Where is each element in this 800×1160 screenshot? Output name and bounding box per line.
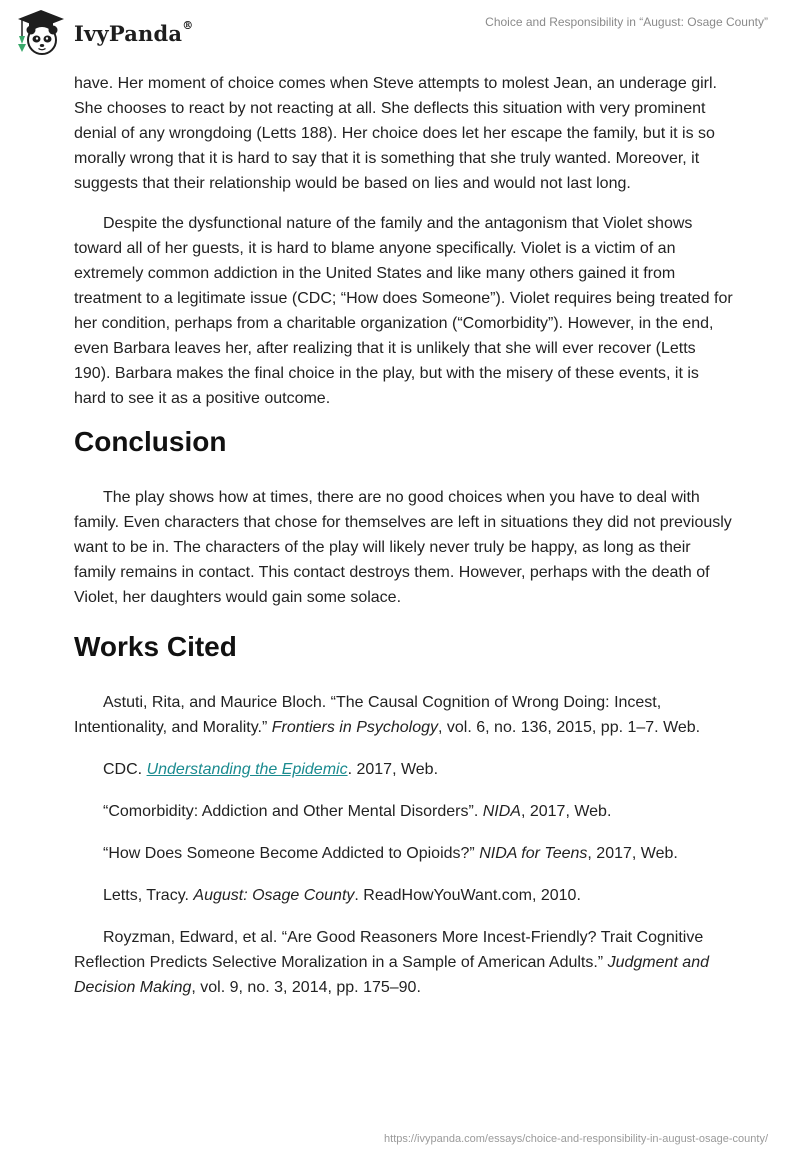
panda-graduate-icon — [14, 8, 68, 58]
conclusion-heading: Conclusion — [74, 426, 227, 457]
citation-cdc: CDC. Understanding the Epidemic. 2017, Web. — [103, 761, 439, 778]
citation-comorbidity: “Comorbidity: Addiction and Other Mental Disorders”. NIDA, 2017, Web. — [103, 803, 612, 820]
citation-royzman: Royzman, Edward, et al. “Are Good Reasoners More Incest-Friendly? Trait Cognitive Reflection Predicts Selective Moralization in a Sample of American Adults.” Judgment and Decision Making, vol. 9, no. 3, 2014, pp. 175–90. — [74, 929, 709, 996]
citation-opioids: “How Does Someone Become Addicted to Opioids?” NIDA for Teens, 2017, Web. — [103, 845, 678, 862]
ivypanda-logo[interactable] — [14, 8, 214, 58]
conclusion-paragraph: The play shows how at times, there are no good choices when you have to deal with family. Even characters that chose for themselves are left in situations they did not previously want to be in. The characters of the play will likely never truly be happy, as long as their family remains in contact. This contact destroys them. However, perhaps with the death of Violet, her daughters would gain some solace. — [74, 489, 732, 606]
citation-letts: Letts, Tracy. August: Osage County. ReadHowYouWant.com, 2010. — [103, 887, 581, 904]
logo-text: IvyPanda® — [74, 18, 194, 46]
document-title: Choice and Responsibility in “August: Osage County” — [485, 15, 768, 29]
citation-cdc-link[interactable]: Understanding the Epidemic — [146, 761, 348, 778]
works-cited-heading: Works Cited — [74, 631, 237, 662]
paragraph-1: have. Her moment of choice comes when Steve attempts to molest Jean, an underage girl. She chooses to react by not reacting at all. She deflects this situation with very prominent denial of any wrongdoing (Letts 188). Her choice does let her escape the family, but it is so morally wrong that it is hard to say that it is something that she truly wanted. Moreover, it suggests that their relationship would be based on lies and would not last long. — [74, 75, 717, 192]
page-header — [0, 0, 800, 66]
paragraph-2: Despite the dysfunctional nature of the family and the antagonism that Violet shows toward all of her guests, it is hard to blame anyone specifically. Violet is a victim of an extremely common addiction in the United States and like many others gained it from treatment to a legitimate issue (CDC; “How does Someone”). Violet requires being treated for her condition, perhaps from a charitable organization (“Comorbidity”). However, in the end, even Barbara leaves her, after realizing that it is unlikely that she will ever recover (Letts 190). Barbara makes the final choice in the play, but with the misery of these events, it is hard to see it as a positive outcome. — [74, 215, 733, 407]
citation-astuti: Astuti, Rita, and Maurice Bloch. “The Causal Cognition of Wrong Doing: Incest, Intentionality, and Morality.” Frontiers in Psychology, vol. 6, no. 136, 2015, pp. 1–7. Web. — [74, 694, 701, 736]
essay-content — [74, 71, 734, 1017]
footer-url[interactable]: https://ivypanda.com/essays/choice-and-responsibility-in-august-osage-county/ — [384, 1133, 768, 1145]
